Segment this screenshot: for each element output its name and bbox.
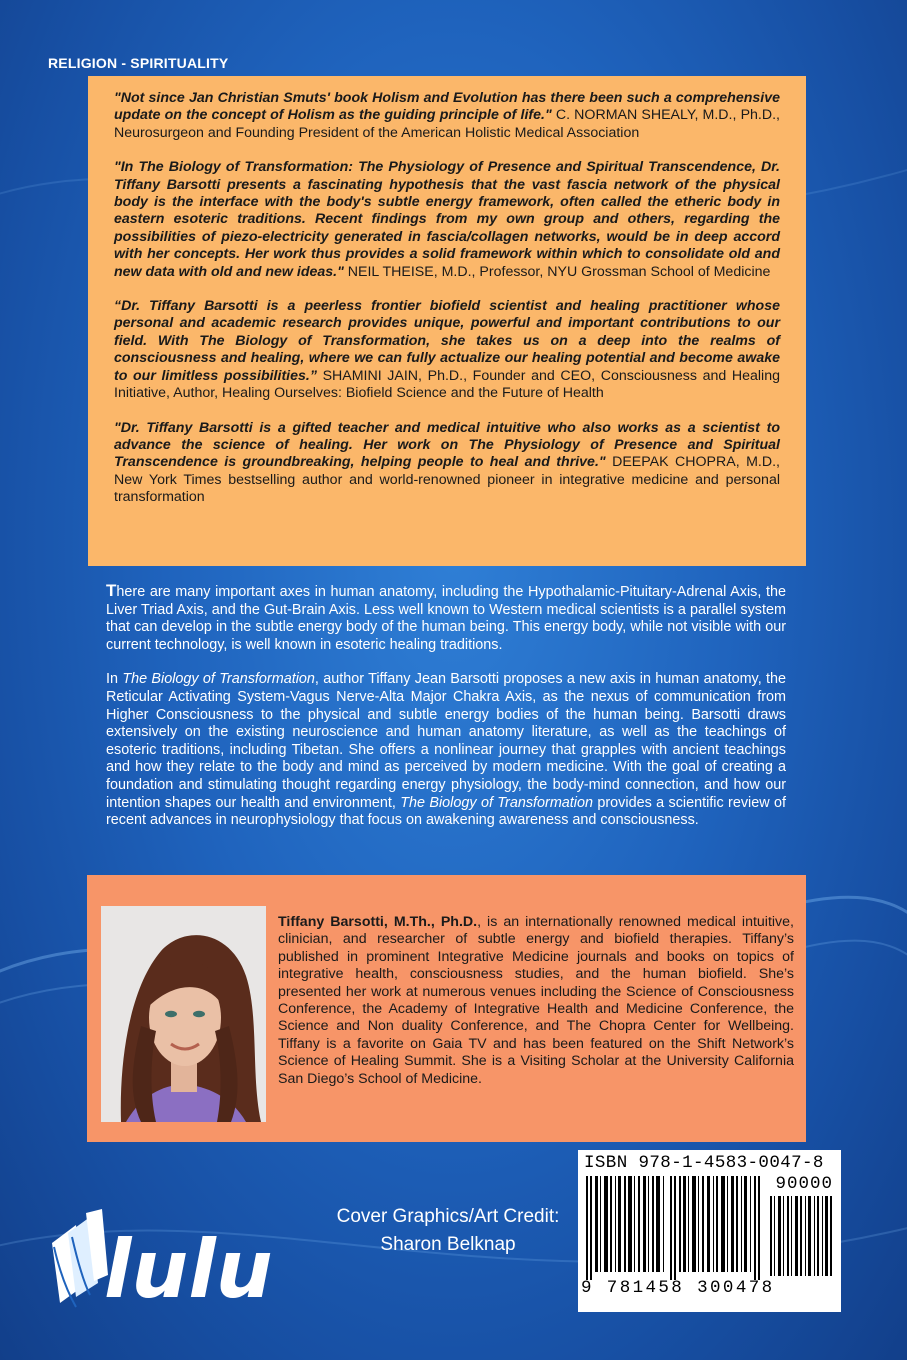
quote-attribution: C. NORMAN SHEALY, M.D., Ph.D., Neurosurgeon and Founding President of the American Holistic Medical Association (114, 107, 780, 141)
category-label: RELIGION - SPIRITUALITY (48, 55, 229, 71)
book-title: The Biology of Transformation (122, 671, 315, 688)
description-text: provides a scientific review of recent advances in neurophysiology that focus on awakening awareness and consciousness. (106, 794, 786, 829)
quote-text: "In The Biology of Transformation: The Physiology of Presence and Spiritual Transcendence, Dr. Tiffany Barsotti presents a fascinating hypothesis that the vast fascia network of the physical body is the interface with the body's subtle energy framework, often called the etheric body in eastern esoteric traditions. Recent findings from my own group and others, regarding the possibilities of piezo-electricity generated in fascia/collagen networks, would be in deep accord with her concepts. Her work thus provides a solid framework within which to consolidate old and new data with old and new ideas." (114, 159, 780, 280)
drop-initial: T (106, 581, 117, 600)
author-photo (101, 906, 266, 1122)
ean-digits: 9 781458 300478 (581, 1278, 775, 1298)
price-bars (770, 1196, 834, 1276)
quote-text: “Dr. Tiffany Barsotti is a peerless frontier biofield scientist and healing practitioner whose personal and academic research provides unique, powerful and important contributions to our field. With The Biology of Transformation, she takes us on a deep into the realms of consciousness and healing, where we can fully actualize our healing potential and become awake to our limitless possibilities.” (114, 298, 780, 384)
endorsement-quote (114, 159, 780, 281)
credit-heading: Cover Graphics/Art Credit: (336, 1206, 560, 1227)
isbn-barcode (578, 1150, 841, 1312)
description-text: here are many important axes in human anatomy, including the Hypothalamic-Pituitary-Adrenal Axis, the Liver Triad Axis, and the Gut-Brain Axis. Less well known to Western medical scientists is a parallel system that can develop in the subtle energy body of the human being. This energy body, while not visible with our current technology, is well known in esoteric healing traditions. (106, 584, 786, 653)
description-text: In (106, 671, 123, 688)
author-box (87, 875, 806, 1142)
book-title: The Biology of Transformation (400, 794, 594, 811)
author-name: Tiffany Barsotti, M.Th., Ph.D. (278, 914, 478, 930)
lulu-wordmark: lulu (104, 1223, 273, 1315)
quote-attribution: DEEPAK CHOPRA, M.D., New York Times bestselling author and world-renowned pioneer in integrative medicine and personal transformation (114, 454, 780, 506)
lulu-logo (46, 1203, 308, 1315)
ean-bars (586, 1176, 764, 1280)
quote-attribution: NEIL THEISE, M.D., Professor, NYU Grossman School of Medicine (343, 263, 771, 280)
price-code: 90000 (775, 1174, 833, 1194)
quote-text: "Not since Jan Christian Smuts' book Holism and Evolution has there been such a comprehensive update on the concept of Holism as the guiding principle of life." (114, 90, 780, 124)
credit-name: Sharon Belknap (380, 1234, 516, 1255)
description-paragraph (106, 671, 786, 829)
quote-text: "Dr. Tiffany Barsotti is a gifted teacher and medical intuitive who also works as a scientist to advance the science of healing. Her work on The Physiology of Presence and Spiritual Transcendence is groundbreaking, helping people to heal and thrive." (114, 419, 780, 471)
cover-credit (320, 1203, 576, 1259)
book-description (106, 582, 786, 847)
endorsements-box (88, 76, 806, 566)
description-paragraph (106, 582, 786, 654)
endorsement-quote (114, 90, 780, 142)
endorsement-quote (114, 298, 780, 402)
author-bio-text: , is an internationally renowned medical intuitive, clinician, and researcher of subtle energy and biofield therapies. Tiffany’s published in prominent Integrative Medicine journals and books on topics of integrative health, consciousness studies, and the human biofield. She’s presented her work at numerous venues including the Science of Consciousness Conference, the Academy of Integrative Health and Medicine Conference, the Science and Non duality Conference, and The Chopra Center for Wellbeing. Tiffany is a favorite on Gaia TV and has been featured on the Shift Network’s Science of Healing Summit. She is a Visiting Scholar at the University California San Diego’s School of Medicine. (278, 914, 794, 1087)
author-bio (278, 914, 794, 1088)
isbn-label: ISBN 978-1-4583-0047-8 (584, 1153, 824, 1173)
endorsement-quote (114, 420, 780, 507)
description-text: , author Tiffany Jean Barsotti proposes a new axis in human anatomy, the Reticular Activating System-Vagus Nerve-Alta Major Chakra Axis, as the nexus of communication from Higher Consciousness to the physical and subtle energy bodies of the human being. Barsotti draws extensively on the existing neuroscience and human anatomy literature, as well as the teachings of esoteric traditions, including Tibetan. She offers a nonlinear journey that grapples with ancient teachings and how they relate to the body and mind as perceived by modern medicine. With the goal of creating a foundation and stimulating thought regarding energy physiology, the body-mind connection, and how our intention shapes our health and environment, (106, 671, 786, 811)
quote-attribution: SHAMINI JAIN, Ph.D., Founder and CEO, Consciousness and Healing Initiative, Author, Healing Ourselves: Biofield Science and the Future of Health (114, 367, 780, 402)
